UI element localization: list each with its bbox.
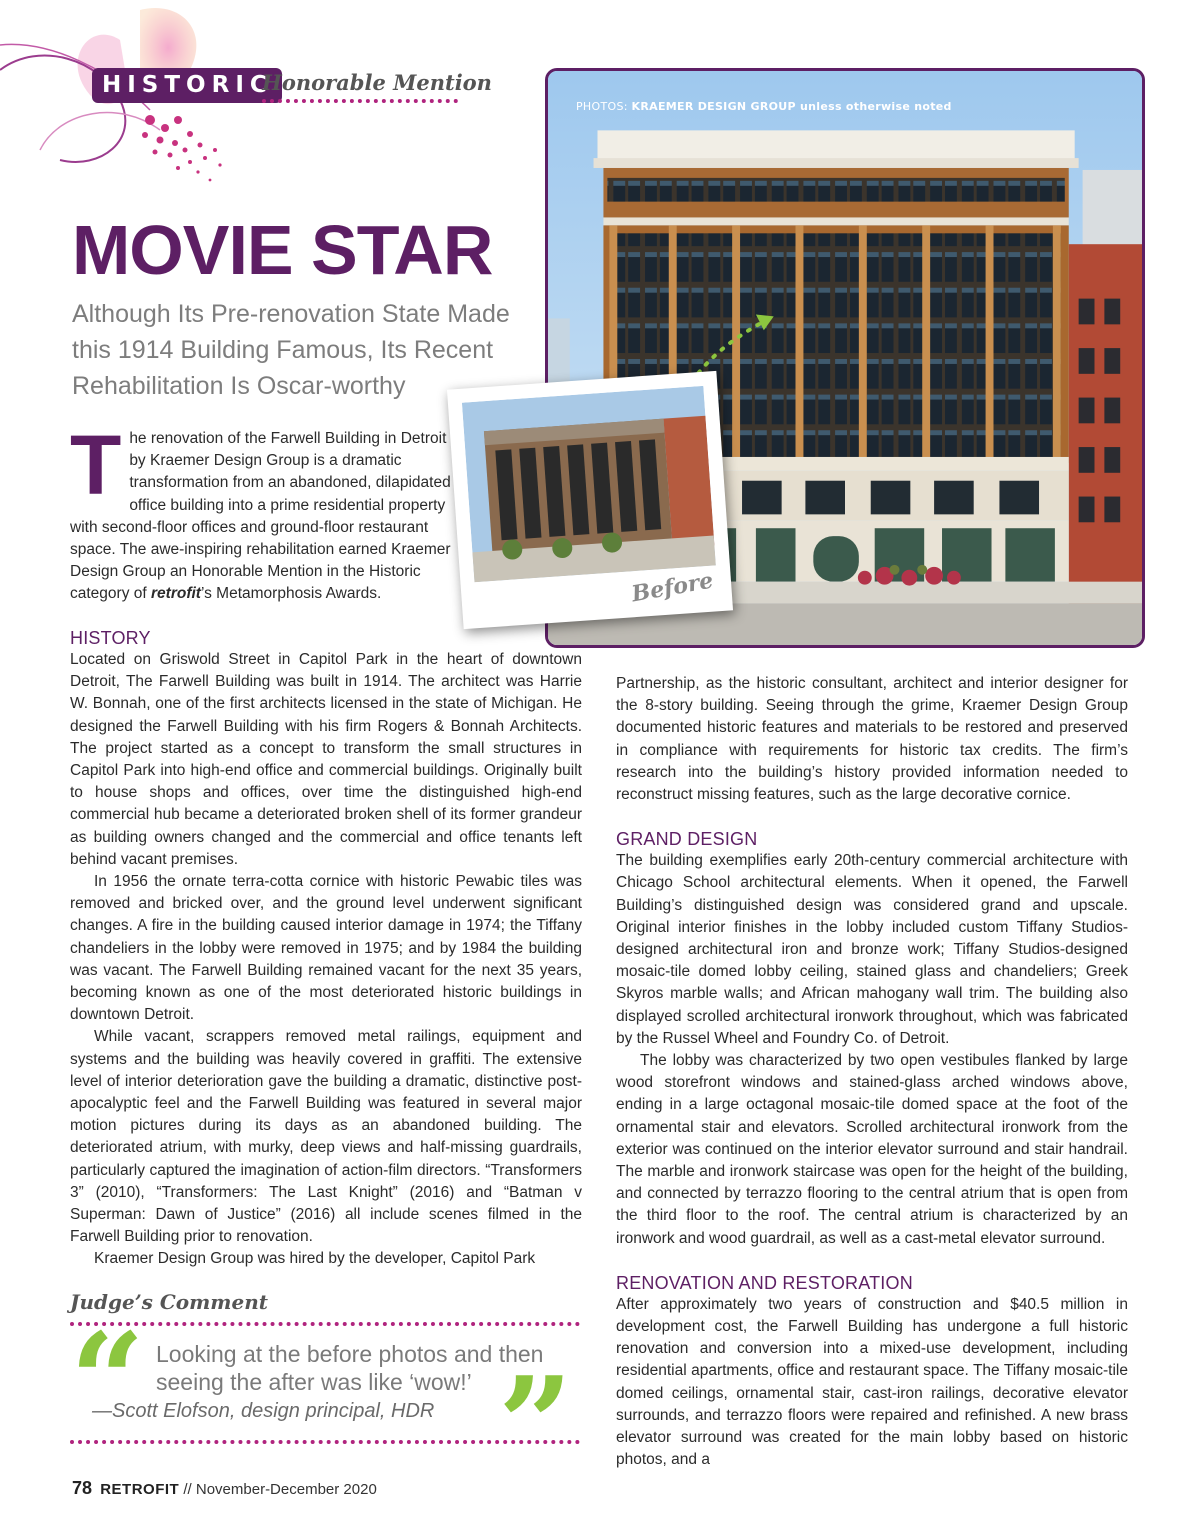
paragraph: In 1956 the ornate terra-cotta cornice with historic Pewabic tiles was removed and bricked over, and the ground level underwent significant changes. A fire in the building caused interior damage in 1974; the Tiffany chandeliers in the lobby were removed in 1975; and by 1984 the building was vacant. The Farwell Building remained vacant for the next 35 years, becoming known as one of the most deteriorated historic buildings in downtown Detroit. — [70, 873, 582, 1024]
paragraph: Partnership, as the historic consultant, architect and interior designer for the 8-story building. Seeing through the grime, Kraemer Design Group documented historic features and materials to be restored and preserved in compliance with requirements for historic tax credits. The firm’s research into the building’s history provided information needed to reconstruct missing features, such as the large decorative cornice. — [616, 675, 1128, 804]
dotted-divider — [70, 1440, 580, 1444]
before-photo-inset — [447, 371, 733, 629]
paragraph: The building exemplifies early 20th-century commercial architecture with Chicago School architectural elements. When it opened, the Farwell Building’s distinguished design was considered grand and upscale. Original interior finishes in the lobby included custom Tiffany Studios-designed architectural iron and bronze work; Tiffany Studios-designed mosaic-tile domed lobby ceiling, stained glass and chandeliers; Greek Skyros marble walls; and African mahogany wall trim. The building also displayed scrolled architectural ironwork throughout, which was fabricated by the Russel Wheel and Foundry Co. of Detroit. — [616, 852, 1128, 1047]
magazine-name: RETROFIT — [100, 1481, 180, 1498]
heading-renovation: RENOVATION AND RESTORATION — [616, 1272, 913, 1293]
column-left — [70, 627, 582, 1271]
photo-credit: PHOTOS: KRAEMER DESIGN GROUP unless otherwise noted — [576, 100, 952, 113]
paragraph: The lobby was characterized by two open vestibules flanked by large wood storefront windows and stained-glass arched windows above, ending in a large octagonal mosaic-tile domed space at the foot of the ornamental stair and elevators. Scrolled architectural ironwork from the exterior was continued on the interior elevator surround and stair handrail. The marble and ironwork staircase was open for the height of the building, and connected by terrazzo flooring to the central atrium that is open from the third floor to the roof. The central atrium is characterized by an ironwork and wood guardrail, as well as a cast-metal elevator surround. — [616, 1052, 1128, 1247]
headline: MOVIE STAR — [72, 211, 493, 289]
paragraph: After approximately two years of construction and $40.5 million in development cost, the Farwell Building has undergone a full historic renovation and conversion into a mixed-use development, including residential apartments, office and restaurant space. The Tiffany mosaic-tile domed ceilings, ornamental stair, cast-iron railings, decorative elevator surrounds, and terrazzo floors were repaired and refinished. A new brass elevator surround was created for the main lobby based on historic photos, and a — [616, 1295, 1128, 1469]
judge-title: Judge’s Comment — [70, 1290, 268, 1314]
issue-date: // November-December 2020 — [179, 1481, 377, 1498]
heading-history: HISTORY — [70, 628, 151, 648]
heading-grand-design: GRAND DESIGN — [616, 829, 758, 850]
quote-attribution: —Scott Elofson, design principal, HDR — [92, 1400, 435, 1422]
open-quote-icon: “ — [70, 1304, 145, 1457]
section-subtitle: Honorable Mention — [262, 70, 492, 95]
paragraph: Located on Griswold Street in Capitol Park in the heart of downtown Detroit, The Farwell Building was built in 1914. The architect was Harrie W. Bonnah, one of the first architects licensed in the state of Michigan. He designed the Farwell Building with his firm Rogers & Bonnah Architects. The project started as a concept to transform the small structures in Capitol Park into high-end office and commercial buildings. Originally built to house shops and offices, over time the distinguished high-end commercial hub became a deteriorated broken shell of its former grandeur as building owners changed and the commercial and office tenants left behind vacant premises. — [70, 651, 582, 868]
paragraph: While vacant, scrappers removed metal railings, equipment and systems and the building was heavily covered in graffiti. The extensive level of interior deterioration gave the building a dramatic, distinctive post-apocalyptic feel and the Farwell Building was featured in several major motion pictures during its days as an abandoned building. The deteriorated atrium, with murky, deep views and half-missing guardrails, particularly captured the imagination of action-film directors. “Transformers 3” (2010), “Transformers: The Last Knight” (2016) and “Batman v Superman: Dawn of Justice” (2016) all include scenes filmed in the Farwell Building prior to renovation. — [70, 1028, 582, 1246]
page-footer — [72, 1478, 377, 1499]
deck: Although Its Pre-renovation State Made this 1914 Building Famous, Its Recent Rehabilitation Is Oscar-worthy — [72, 300, 510, 400]
farwell-building-before-image — [462, 386, 716, 582]
close-quote-icon: ” — [498, 1348, 573, 1501]
drop-cap: T — [70, 418, 122, 512]
dotted-divider — [70, 1322, 580, 1326]
before-label: Before — [629, 567, 715, 608]
intro-paragraph: The renovation of the Farwell Building in Detroit by Kraemer Design Group is a dramatic transformation from an abandoned, dilapidated office building into a prime residential property with second-floor offices and ground-floor restaurant space. The awe-inspiring rehabilitation earned Kraemer Design Group an Honorable Mention in the Historic category of retrofit’s Metamorphosis Awards. — [70, 418, 451, 603]
column-right — [616, 673, 1128, 1472]
section-tag: HISTORIC — [92, 68, 282, 103]
paragraph: Kraemer Design Group was hired by the developer, Capitol Park — [94, 1250, 536, 1268]
judge-quote: Looking at the before photos and then seeing the after was like ‘wow!’ — [156, 1341, 544, 1395]
dotted-divider — [262, 99, 458, 103]
page-number: 78 — [72, 1478, 93, 1498]
brand-retrofit: retrofit — [151, 585, 201, 603]
